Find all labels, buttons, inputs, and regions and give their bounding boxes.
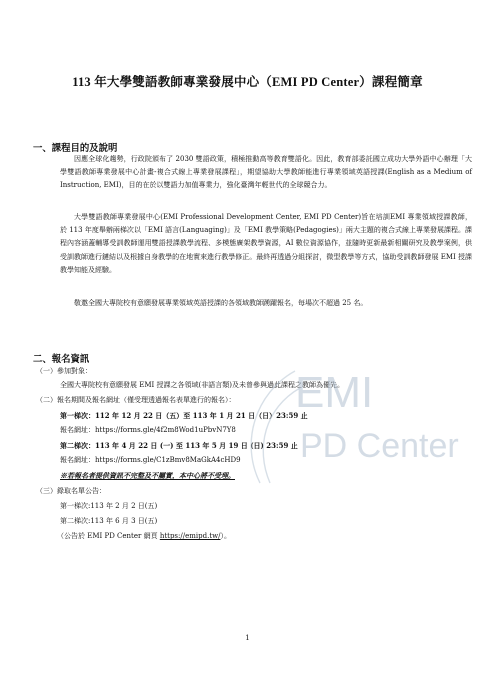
batch1-url-link[interactable]: https://forms.gle/4f2m8Wod1uPbvN7Y8: [95, 426, 236, 434]
section2-heading: 二、報名資訊: [33, 354, 90, 365]
eligibility-text: 全國大專院校有意願發展 EMI 授課之各領域(非語言類)及未曾參與過此課程之教師為優先。: [60, 381, 344, 389]
section1-paragraph-1: 因應全球化趨勢，行政院頒布了 2030 雙語政策，積極推動高等教育雙語化。因此，教育部委託國立成功大學外語中心辦理「大學雙語教師專業發展中心計畫-複合式線上專業發展課程」，期望協助大學教師能進行專業領域英語授課(English as a Medium of Instruction, EMI)，目的在於以雙語力加值專業力，強化臺灣年輕世代的全球競合力。: [60, 155, 472, 190]
batch2-dates: 113 年 4 月 22 日 (一) 至 113 年 5 月 19 日 (日) 23:59 止: [95, 441, 298, 450]
watermark-text-pd-center: PD Center: [300, 427, 459, 465]
batch2-url-row: [60, 455, 241, 466]
batch1-url-label: 報名網址：: [60, 426, 95, 434]
batch1-url-row: [60, 425, 236, 436]
section1-paragraph-3: 敬邀全國大專院校有意願發展專業領域英語授課的各領域教師踴躍報名，每場次不超過 25 名。: [74, 299, 368, 307]
batch1-dates: 112 年 12 月 22 日（五）至 113 年 1 月 21 日（日）23:59 止: [95, 411, 308, 420]
eligibility-label: （一）參加對象：: [36, 367, 92, 375]
watermark-arc-inner: [263, 388, 300, 483]
registration-period-label: （二）報名期間及報名網址（僅受理透過報名表單進行的報名）：: [36, 396, 236, 404]
result-batch2: 第二梯次:113 年 6 月 3 日(五): [60, 517, 158, 525]
batch1-row: [60, 410, 308, 421]
page-number: 1: [245, 634, 250, 642]
document-title: 113 年大學雙語教師專業發展中心（EMI PD Center）課程簡章: [72, 75, 423, 89]
admission-list-label: （三）錄取名單公告：: [36, 487, 106, 495]
notice-row: [57, 531, 231, 542]
emipd-website-link[interactable]: https://emipd.tw/: [159, 532, 221, 540]
emi-pd-center-watermark: [200, 333, 470, 533]
batch2-row: [60, 440, 298, 451]
batch2-label: 第二梯次：: [60, 441, 95, 450]
watermark-text-emi: EMI: [295, 368, 374, 417]
section1-paragraph-2: 大學雙語教師專業發展中心(EMI Professional Development Center, EMI PD Center)旨在培訓EMI 專業領域授課教師，於 113 年度舉辦兩梯次以「EMI 語言(Languaging)」及「EMI 教學策略(Pedagogies)」兩大主題的複合式線上專業發展課程。課程內容涵蓋輔導受訓教師運用雙語授課教學流程、多模態廣架教學資源，AI 數位資源協作，並隨時更新最新相關研究及教學案例，供受訓教師進行鏈結以及根據自身教學的在地實來進行教學修正。最終再透過分組探討，微型教學等方式，協助受訓教師發展 EMI 授課教學知能及經驗。: [60, 213, 472, 274]
section1-heading: 一、課程目的及說明: [33, 143, 118, 154]
batch2-url-link[interactable]: https://forms.gle/C1zBmv8MaGkA4cHD9: [95, 456, 241, 464]
notice-prefix: （公告於 EMI PD Center 網頁: [57, 532, 160, 540]
incomplete-info-warning: ※若報名者提供資訊不完整及不屬實，本中心將不受理。: [60, 471, 235, 480]
result-batch1: 第一梯次:113 年 2 月 2 日(五): [60, 502, 158, 510]
batch2-url-label: 報名網址：: [60, 456, 95, 464]
notice-suffix: ）。: [220, 532, 231, 540]
batch1-label: 第一梯次：: [60, 411, 95, 420]
